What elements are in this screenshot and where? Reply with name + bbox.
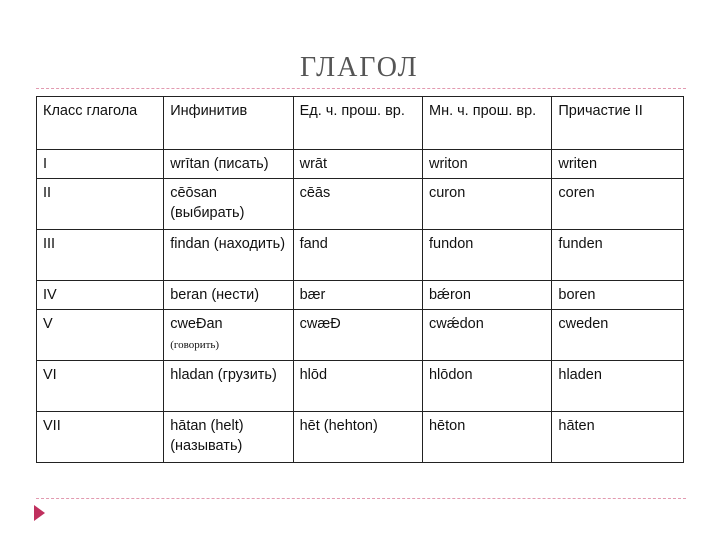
table-row bbox=[37, 230, 684, 281]
table-cell: beran (нести) bbox=[164, 281, 293, 310]
header-cell: Ед. ч. прош. вр. bbox=[293, 97, 422, 150]
header-cell: Инфинитив bbox=[164, 97, 293, 150]
table-cell: fundon bbox=[422, 230, 551, 281]
table-cell: hladan (грузить) bbox=[164, 361, 293, 412]
table-cell: bær bbox=[293, 281, 422, 310]
table-row bbox=[37, 179, 684, 230]
table-cell: hlōdon bbox=[422, 361, 551, 412]
table-cell: hāten bbox=[552, 412, 684, 463]
table-cell: findan (находить) bbox=[164, 230, 293, 281]
table-cell: curon bbox=[422, 179, 551, 230]
table-row bbox=[37, 150, 684, 179]
table-cell: hlōd bbox=[293, 361, 422, 412]
table-cell: wrītan (писать) bbox=[164, 150, 293, 179]
header-cell: Мн. ч. прош. вр. bbox=[422, 97, 551, 150]
table-cell: cēōsan (выбирать) bbox=[164, 179, 293, 230]
table-cell: cēās bbox=[293, 179, 422, 230]
table-cell: III bbox=[37, 230, 164, 281]
table-row bbox=[37, 281, 684, 310]
table-row bbox=[37, 310, 684, 361]
header-cell: Класс глагола bbox=[37, 97, 164, 150]
bottom-divider bbox=[36, 498, 686, 499]
table-cell: coren bbox=[552, 179, 684, 230]
table-row bbox=[37, 412, 684, 463]
table-cell: II bbox=[37, 179, 164, 230]
table-cell: VII bbox=[37, 412, 164, 463]
verb-classes-table bbox=[36, 96, 684, 463]
table-header-row bbox=[37, 97, 684, 150]
table-cell: hātan (helt) (называть) bbox=[164, 412, 293, 463]
table-cell: wrāt bbox=[293, 150, 422, 179]
top-divider bbox=[36, 88, 686, 89]
table-cell: funden bbox=[552, 230, 684, 281]
table-cell: hēt (hehton) bbox=[293, 412, 422, 463]
table-cell: VI bbox=[37, 361, 164, 412]
header-cell: Причастие II bbox=[552, 97, 684, 150]
table-cell: cweden bbox=[552, 310, 684, 361]
table-cell bbox=[164, 310, 293, 361]
table-cell: fand bbox=[293, 230, 422, 281]
table-cell: writon bbox=[422, 150, 551, 179]
table-cell: IV bbox=[37, 281, 164, 310]
table-cell: cwǽdon bbox=[422, 310, 551, 361]
table-row bbox=[37, 361, 684, 412]
table-cell: V bbox=[37, 310, 164, 361]
table-cell: bǽron bbox=[422, 281, 551, 310]
table-cell: hladen bbox=[552, 361, 684, 412]
table-cell: I bbox=[37, 150, 164, 179]
table-cell: writen bbox=[552, 150, 684, 179]
table-cell: boren bbox=[552, 281, 684, 310]
table-cell: hēton bbox=[422, 412, 551, 463]
slide-title: ГЛАГОЛ bbox=[300, 52, 419, 83]
table-cell: cwæÐ bbox=[293, 310, 422, 361]
translation-note: (говорить) bbox=[170, 339, 220, 351]
infinitive-text: cweÐan bbox=[170, 316, 223, 332]
play-arrow-icon bbox=[34, 505, 45, 521]
